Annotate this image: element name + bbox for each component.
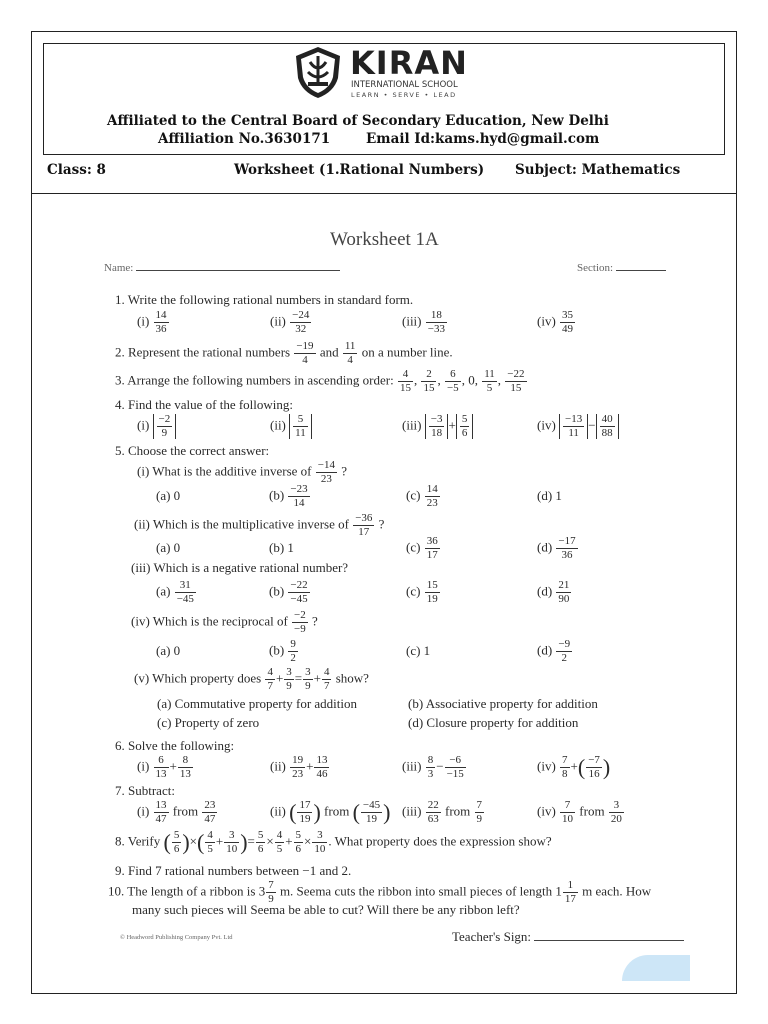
q5-iv-d: (d) $\frac{-9}{2}$ — [537, 638, 571, 664]
q5-v-b: (b) Associative property for addition — [408, 696, 598, 711]
q1-iii: (iii) $\frac{18}{-33}$ — [402, 309, 445, 335]
q5-v-c: (c) Property of zero — [157, 715, 260, 730]
q5-i-d: (d) 1 — [537, 488, 562, 503]
question-10: 10. The length of a ribbon is 3 $\frac{7}{9}$ m. Seema cuts the ribbon into small pieces of length 1 $\frac{1}{17}$ m each. How — [108, 879, 652, 905]
q4-ii: (ii) $\frac{5}{11}$ — [270, 414, 312, 439]
q7-i: (i) $\frac{13}{47}$ from $\frac{23}{47}$ — [137, 799, 216, 825]
q5-iii-a: (a) $\frac{31}{-45}$ — [156, 579, 194, 605]
question-8: 8. Verify ( $\frac{5}{6}$ )×( $\frac{4}{5}$ + $\frac{3}{10}$ )= $\frac{5}{6}$ × $\frac{4}{5}$ + $\frac{5}{6}$ × $\frac{3}{10}$ . What property does the expression show? — [115, 829, 552, 855]
q5-iv-c: (c) 1 — [406, 643, 431, 658]
q1-iv: (iv) $\frac{35}{49}$ — [537, 309, 574, 335]
q6-i: (i) $\frac{6}{13}$ + $\frac{8}{13}$ — [137, 754, 191, 780]
q7-iv: (iv) $\frac{7}{10}$ from $\frac{3}{20}$ — [537, 799, 622, 825]
q4-i: (i) $\frac{-2}{9}$ — [137, 414, 176, 439]
q5-i-b: (b) $\frac{-23}{14}$ — [269, 483, 308, 509]
class-label: Class: 8 — [47, 162, 106, 178]
question-10-cont: many such pieces will Seema be able to cut? Will there be any ribbon left? — [132, 902, 520, 917]
worksheet-title: Worksheet 1A — [330, 229, 439, 250]
question-7: 7. Subtract: — [115, 783, 175, 798]
q7-iii: (iii) $\frac{22}{63}$ from $\frac{7}{9}$ — [402, 799, 483, 825]
q5-iv-a: (a) 0 — [156, 643, 181, 658]
q5-ii-a: (a) 0 — [156, 540, 181, 555]
q5-i: (i) What is the additive inverse of $\frac{-14}{23}$ ? — [137, 459, 347, 485]
corner-decoration — [622, 955, 690, 981]
q6-ii: (ii) $\frac{19}{23}$ + $\frac{13}{46}$ — [270, 754, 328, 780]
q5-i-c: (c) $\frac{14}{23}$ — [406, 483, 438, 509]
q6-iii: (iii) $\frac{8}{3}$ − $\frac{-6}{-15}$ — [402, 754, 464, 780]
q5-iv-b: (b) $\frac{9}{2}$ — [269, 638, 296, 664]
name-field[interactable] — [136, 270, 340, 271]
q5-iii-c: (c) $\frac{15}{19}$ — [406, 579, 438, 605]
question-9: 9. Find 7 rational numbers between −1 and 2. — [115, 863, 352, 878]
question-1: 1. Write the following rational numbers in standard form. — [115, 292, 414, 307]
question-5: 5. Choose the correct answer: — [115, 443, 270, 458]
question-2: 2. Represent the rational numbers $\frac{-19}{4}$ and $\frac{11}{4}$ on a number line. — [115, 340, 453, 366]
q5-iii-b: (b) $\frac{-22}{-45}$ — [269, 579, 308, 605]
question-3: 3. Arrange the following numbers in ascending order: $\frac{4}{15}$ , $\frac{2}{15}$ , $\frac{6}{-5}$ , 0, $\frac{11}{5}$ , $\frac{-22}{15}$ — [115, 368, 525, 394]
q1-ii: (ii) $\frac{-24}{32}$ — [270, 309, 310, 335]
q5-ii-c: (c) $\frac{36}{17}$ — [406, 535, 438, 561]
school-subtitle: INTERNATIONAL SCHOOL — [351, 80, 458, 90]
divider — [31, 193, 737, 194]
q5-ii: (ii) Which is the multiplicative inverse of $\frac{-36}{17}$ ? — [134, 512, 385, 538]
school-crest-icon — [290, 44, 346, 100]
q5-iii-d: (d) $\frac{21}{90}$ — [537, 579, 570, 605]
subject-label: Subject: Mathematics — [515, 162, 681, 178]
affiliation-number: Affiliation No.3630171 — [158, 131, 331, 147]
q5-v: (v) Which property does $\frac{4}{7}$ + $\frac{3}{9}$ = $\frac{3}{9}$ + $\frac{4}{7}$ show? — [134, 666, 369, 692]
question-4: 4. Find the value of the following: — [115, 397, 294, 412]
q5-iii: (iii) Which is a negative rational number? — [131, 560, 349, 575]
q1-i: (i) $\frac{14}{36}$ — [137, 309, 167, 335]
publisher-credit: © Headword Publishing Company Pvt. Ltd — [120, 934, 233, 941]
teacher-sign-label: Teacher's Sign: — [452, 929, 684, 945]
section-field[interactable] — [616, 270, 666, 271]
q5-i-a: (a) 0 — [156, 488, 181, 503]
q5-v-d: (d) Closure property for addition — [408, 715, 579, 730]
question-6: 6. Solve the following: — [115, 738, 235, 753]
name-label: Name: — [104, 262, 340, 274]
q5-iv: (iv) Which is the reciprocal of $\frac{-2}{-9}$ ? — [131, 609, 318, 635]
affiliation-text: Affiliated to the Central Board of Secondary Education, New Delhi — [107, 113, 609, 129]
school-name: KIRAN — [350, 44, 468, 82]
q4-iii: (iii) $\frac{-3}{18}$ + $\frac{5}{6}$ — [402, 414, 473, 439]
q5-ii-b: (b) 1 — [269, 540, 294, 555]
q6-iv: (iv) $\frac{7}{8}$ +( $\frac{-7}{16}$ ) — [537, 754, 611, 780]
q7-ii: (ii) ( $\frac{17}{19}$ ) from ( $\frac{-45}{19}$ ) — [270, 799, 391, 825]
section-label: Section: — [577, 262, 666, 274]
worksheet-label: Worksheet (1.Rational Numbers) — [234, 162, 485, 178]
email-text: Email Id:kams.hyd@gmail.com — [366, 131, 600, 147]
q4-iv: (iv) $\frac{-13}{11}$ − $\frac{40}{88}$ — [537, 414, 619, 439]
q5-v-a: (a) Commutative property for addition — [157, 696, 358, 711]
teacher-sign-field[interactable] — [534, 940, 684, 941]
school-tagline: LEARN • SERVE • LEAD — [351, 91, 457, 99]
q5-ii-d: (d) $\frac{-17}{36}$ — [537, 535, 576, 561]
